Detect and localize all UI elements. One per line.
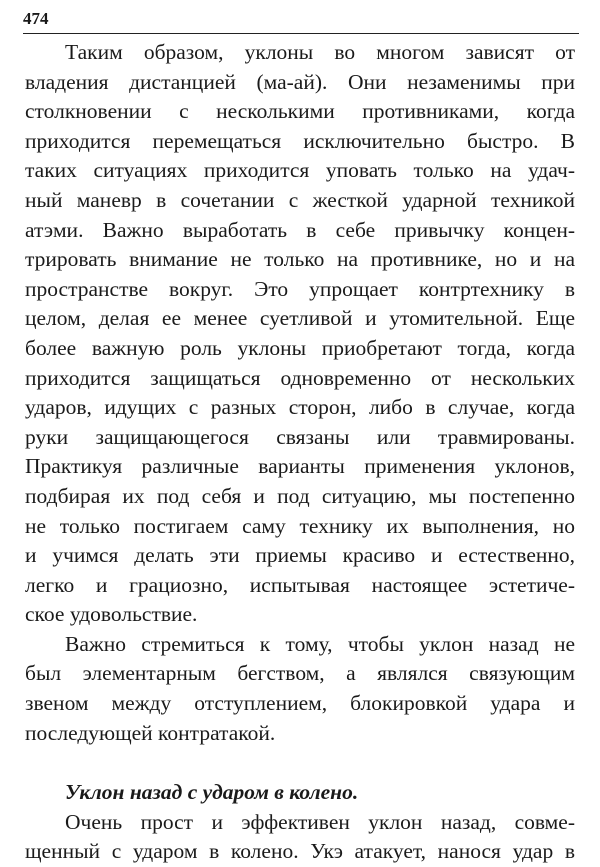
- paragraph-1: [25, 38, 575, 630]
- text-line: приходится защищаться одновременно от нескольких: [25, 365, 575, 390]
- body-text: [25, 38, 575, 867]
- text-line: ударов, идущих с разных сторон, либо в случае, когда: [25, 395, 575, 420]
- text-line: Важно стремиться к тому, чтобы уклон назад не: [65, 631, 575, 656]
- text-line: ское удовольствие.: [25, 602, 198, 627]
- text-line: Таким образом, уклоны во многом зависят от: [65, 40, 575, 64]
- text-line: щенный с ударом в колено. Укэ атакует, нанося удар в: [25, 839, 575, 864]
- section-gap: [25, 748, 575, 778]
- page-header: [23, 6, 579, 34]
- section-heading: Уклон назад с ударом в колено.: [65, 780, 359, 805]
- paragraph-3: [25, 808, 575, 867]
- text-line: подбирая их под себя и под ситуацию, мы постепенно: [25, 483, 575, 508]
- text-line: более важную роль уклоны приобретают тогда, когда: [25, 335, 575, 360]
- text-line: таких ситуациях приходится уповать только на удач-: [25, 158, 575, 183]
- text-line: руки защищающегося связаны или травмированы.: [25, 424, 575, 449]
- text-line: легко и грациозно, испытывая настоящее эстетиче-: [25, 572, 575, 597]
- text-line: Очень прост и эффективен уклон назад, совме-: [65, 809, 575, 834]
- text-line: Практикуя различные варианты применения уклонов,: [25, 454, 575, 479]
- text-line: владения дистанцией (ма-ай). Они незаменимы при: [25, 69, 575, 94]
- text-line: столкновении с несколькими противниками, когда: [25, 99, 575, 124]
- paragraph-2: [25, 630, 575, 748]
- text-line: атэми. Важно выработать в себе привычку концен-: [25, 217, 575, 242]
- text-line: не только постигаем саму технику их выполнения, но: [25, 513, 575, 538]
- page-number: 474: [23, 9, 49, 28]
- text-line: ный маневр в сочетании с жесткой ударной техникой: [25, 187, 575, 212]
- text-line: звеном между отступлением, блокировкой удара и: [25, 691, 575, 716]
- text-line: и учимся делать эти приемы красиво и естественно,: [25, 543, 575, 568]
- text-line: целом, делая ее менее суетливой и утомительной. Еще: [25, 306, 575, 331]
- text-line: трировать внимание не только на противнике, но и на: [25, 247, 575, 272]
- text-line: пространстве вокруг. Это упрощает контртехнику в: [25, 276, 575, 301]
- text-line: приходится перемещаться исключительно быстро. В: [25, 128, 575, 153]
- text-line: последующей контратакой.: [25, 720, 276, 745]
- text-line: был элементарным бегством, а являлся связующим: [25, 661, 575, 686]
